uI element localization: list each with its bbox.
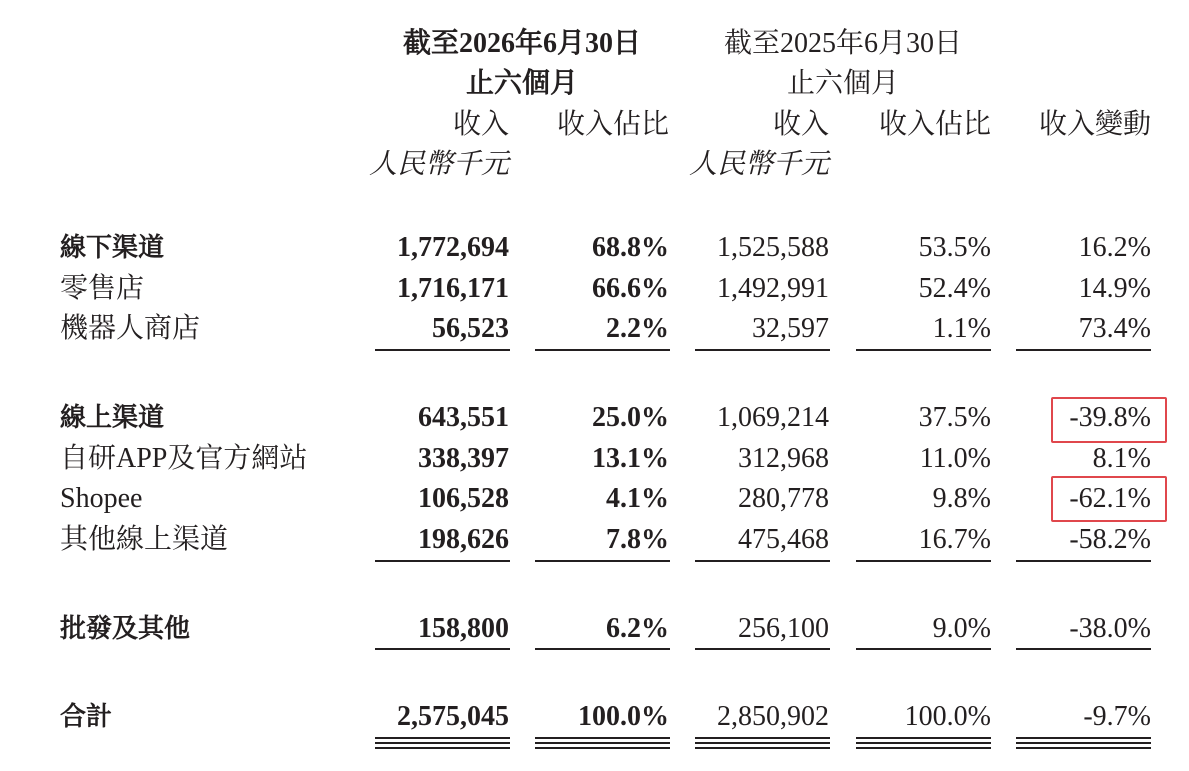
change-total: -9.7% xyxy=(1083,701,1151,732)
rev-2025-app-website: 312,968 xyxy=(738,443,829,474)
share-2025-shopee: 9.8% xyxy=(932,483,991,514)
six-months-prior-header: 止六個月 xyxy=(786,68,900,99)
total-double-line-rev26-b xyxy=(375,742,510,744)
share-2026-offline: 68.8% xyxy=(592,232,669,263)
total-double-line-chg-c xyxy=(1016,747,1151,749)
subtotal-line-rev25-offline xyxy=(695,349,830,351)
share-2026-robot-shops: 2.2% xyxy=(606,313,669,344)
change-wholesale: -38.0% xyxy=(1069,613,1151,644)
rev-2025-other-online: 475,468 xyxy=(738,524,829,555)
subtotal-line-pct25-wholesale xyxy=(856,648,991,650)
share-2025-offline: 53.5% xyxy=(918,232,991,263)
subtotal-line-rev25-online xyxy=(695,560,830,562)
rev-2026-wholesale: 158,800 xyxy=(418,613,509,644)
total-double-line-chg-b xyxy=(1016,742,1151,744)
total-double-line-rev25-b xyxy=(695,742,830,744)
rev-2026-shopee: 106,528 xyxy=(418,483,509,514)
row-label-online: 線上渠道 xyxy=(60,403,165,433)
subtotal-line-pct26-offline xyxy=(535,349,670,351)
row-label-total: 合計 xyxy=(60,702,113,732)
revenue-header-2025: 收入 xyxy=(772,109,829,140)
change-retail-stores: 14.9% xyxy=(1078,273,1151,304)
share-2026-retail-stores: 66.6% xyxy=(592,273,669,304)
subtotal-line-chg-wholesale xyxy=(1016,648,1151,650)
highlight-box-shopee-change xyxy=(1051,476,1167,522)
row-label-shopee: Shopee xyxy=(60,483,143,514)
share-2026-online: 25.0% xyxy=(592,402,669,433)
total-double-line-rev25-a xyxy=(695,737,830,739)
share-header-2026: 收入佔比 xyxy=(556,109,669,140)
share-2026-wholesale: 6.2% xyxy=(606,613,669,644)
rev-2025-retail-stores: 1,492,991 xyxy=(717,273,829,304)
rev-2026-online: 643,551 xyxy=(418,402,509,433)
total-double-line-rev26-a xyxy=(375,737,510,739)
revenue-header-2026: 收入 xyxy=(452,109,509,140)
total-double-line-pct26-b xyxy=(535,742,670,744)
rev-2026-total: 2,575,045 xyxy=(397,701,509,732)
share-2026-shopee: 4.1% xyxy=(606,483,669,514)
share-2025-other-online: 16.7% xyxy=(918,524,991,555)
rev-2025-shopee: 280,778 xyxy=(738,483,829,514)
total-double-line-rev26-c xyxy=(375,747,510,749)
share-2026-app-website: 13.1% xyxy=(592,443,669,474)
subtotal-line-rev25-wholesale xyxy=(695,648,830,650)
share-2026-total: 100.0% xyxy=(578,701,669,732)
rev-2025-robot-shops: 32,597 xyxy=(752,313,829,344)
total-double-line-pct25-a xyxy=(856,737,991,739)
row-label-offline: 線下渠道 xyxy=(60,233,165,263)
total-double-line-pct25-b xyxy=(856,742,991,744)
rev-2025-online: 1,069,214 xyxy=(717,402,829,433)
total-double-line-pct26-a xyxy=(535,737,670,739)
row-label-wholesale: 批發及其他 xyxy=(60,614,191,644)
unit-2025: 人民幣千元 xyxy=(688,149,829,180)
six-months-current-header: 止六個月 xyxy=(465,68,579,99)
total-double-line-rev25-c xyxy=(695,747,830,749)
subtotal-line-chg-online xyxy=(1016,560,1151,562)
share-2025-retail-stores: 52.4% xyxy=(918,273,991,304)
share-2025-total: 100.0% xyxy=(904,701,991,732)
rev-2026-app-website: 338,397 xyxy=(418,443,509,474)
row-label-robot-shops: 機器人商店 xyxy=(60,313,201,344)
change-header: 收入變動 xyxy=(1038,109,1151,140)
rev-2026-robot-shops: 56,523 xyxy=(432,313,509,344)
total-double-line-pct25-c xyxy=(856,747,991,749)
change-online: -39.8% xyxy=(1069,402,1151,433)
share-2025-robot-shops: 1.1% xyxy=(932,313,991,344)
rev-2025-total: 2,850,902 xyxy=(717,701,829,732)
share-header-2025: 收入佔比 xyxy=(878,109,991,140)
share-2025-online: 37.5% xyxy=(918,402,991,433)
change-app-website: 8.1% xyxy=(1092,443,1151,474)
rev-2025-offline: 1,525,588 xyxy=(717,232,829,263)
subtotal-line-rev26-wholesale xyxy=(375,648,510,650)
share-2025-wholesale: 9.0% xyxy=(932,613,991,644)
change-offline: 16.2% xyxy=(1078,232,1151,263)
rev-2025-wholesale: 256,100 xyxy=(738,613,829,644)
period-current-header: 截至2026年6月30日 xyxy=(402,28,642,59)
subtotal-line-rev26-online xyxy=(375,560,510,562)
total-double-line-pct26-c xyxy=(535,747,670,749)
subtotal-line-pct25-offline xyxy=(856,349,991,351)
period-prior-header: 截至2025年6月30日 xyxy=(723,28,963,59)
total-double-line-chg-a xyxy=(1016,737,1151,739)
change-robot-shops: 73.4% xyxy=(1078,313,1151,344)
highlight-box-online-change xyxy=(1051,397,1167,443)
subtotal-line-chg-offline xyxy=(1016,349,1151,351)
subtotal-line-rev26-offline xyxy=(375,349,510,351)
share-2026-other-online: 7.8% xyxy=(606,524,669,555)
rev-2026-offline: 1,772,694 xyxy=(397,232,509,263)
rev-2026-retail-stores: 1,716,171 xyxy=(397,273,509,304)
unit-2026: 人民幣千元 xyxy=(368,149,509,180)
subtotal-line-pct25-online xyxy=(856,560,991,562)
subtotal-line-pct26-wholesale xyxy=(535,648,670,650)
change-other-online: -58.2% xyxy=(1069,524,1151,555)
subtotal-line-pct26-online xyxy=(535,560,670,562)
row-label-other-online: 其他線上渠道 xyxy=(60,524,229,555)
rev-2026-other-online: 198,626 xyxy=(418,524,509,555)
change-shopee: -62.1% xyxy=(1069,483,1151,514)
share-2025-app-website: 11.0% xyxy=(919,443,991,474)
row-label-retail-stores: 零售店 xyxy=(60,273,145,304)
row-label-app-website: 自研APP及官方網站 xyxy=(60,443,308,474)
